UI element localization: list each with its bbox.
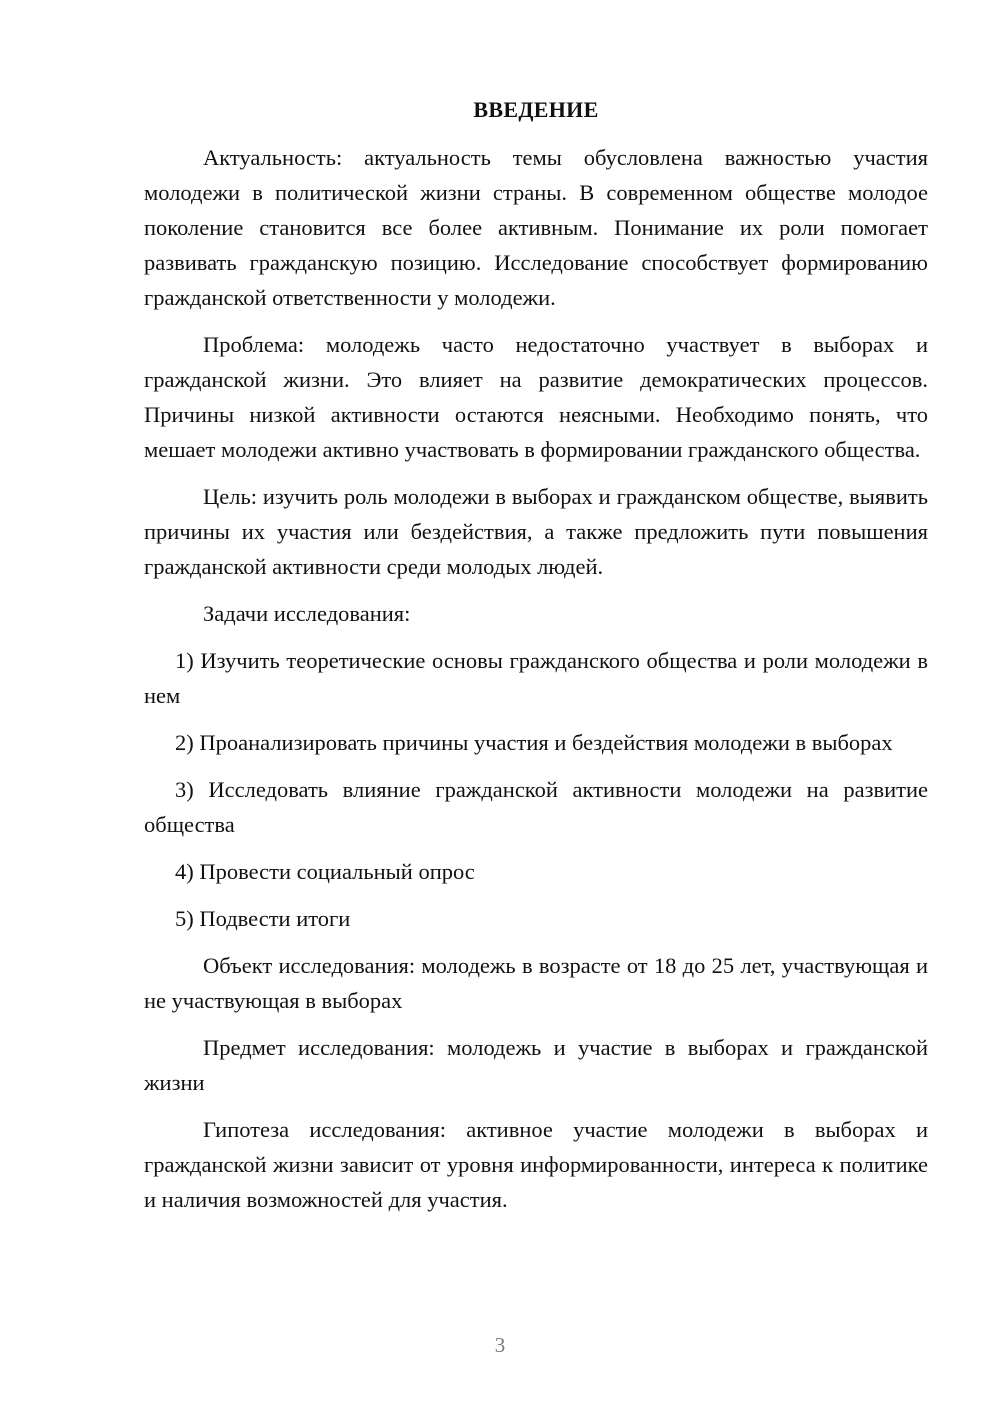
problem-paragraph: Проблема: молодежь часто недостаточно участвует в выборах и гражданской жизни. Это влияет на развитие демократических процессов. Причины низкой активности остаются неясными. Необходимо понять, что мешает молодежи активно участвовать в формировании гражданского общества. [144, 332, 928, 462]
task-item-5: 5) Подвести итоги [175, 906, 351, 931]
task-item-2: 2) Проанализировать причины участия и бездействия молодежи в выборах [175, 730, 893, 755]
goal-paragraph: Цель: изучить роль молодежи в выборах и гражданском обществе, выявить причины их участия или бездействия, а также предложить пути повышения гражданской активности среди молодых людей. [144, 484, 928, 579]
hypothesis-paragraph: Гипотеза исследования: активное участие молодежи в выборах и гражданской жизни зависит от уровня информированности, интереса к политике и наличия возможностей для участия. [144, 1117, 928, 1212]
task-item-3: 3) Исследовать влияние гражданской активности молодежи на развитие общества [144, 777, 928, 837]
section-title: ВВЕДЕНИЕ [473, 97, 599, 122]
tasks-heading: Задачи исследования: [203, 601, 411, 626]
page-number: 3 [494, 1333, 506, 1357]
task-item-4: 4) Провести социальный опрос [175, 859, 475, 884]
research-subject-paragraph: Предмет исследования: молодежь и участие в выборах и гражданской жизни [144, 1035, 928, 1095]
task-item-1: 1) Изучить теоретические основы гражданского общества и роли молодежи в нем [144, 648, 928, 708]
research-object-paragraph: Объект исследования: молодежь в возрасте от 18 до 25 лет, участвующая и не участвующая в выборах [144, 953, 928, 1013]
document-page [144, 92, 928, 1229]
relevance-paragraph: Актуальность: актуальность темы обусловлена важностью участия молодежи в политической жизни страны. В современном обществе молодое поколение становится все более активным. Понимание их роли помогает развивать гражданскую позицию. Исследование способствует формированию гражданской ответственности у молодежи. [144, 145, 928, 310]
